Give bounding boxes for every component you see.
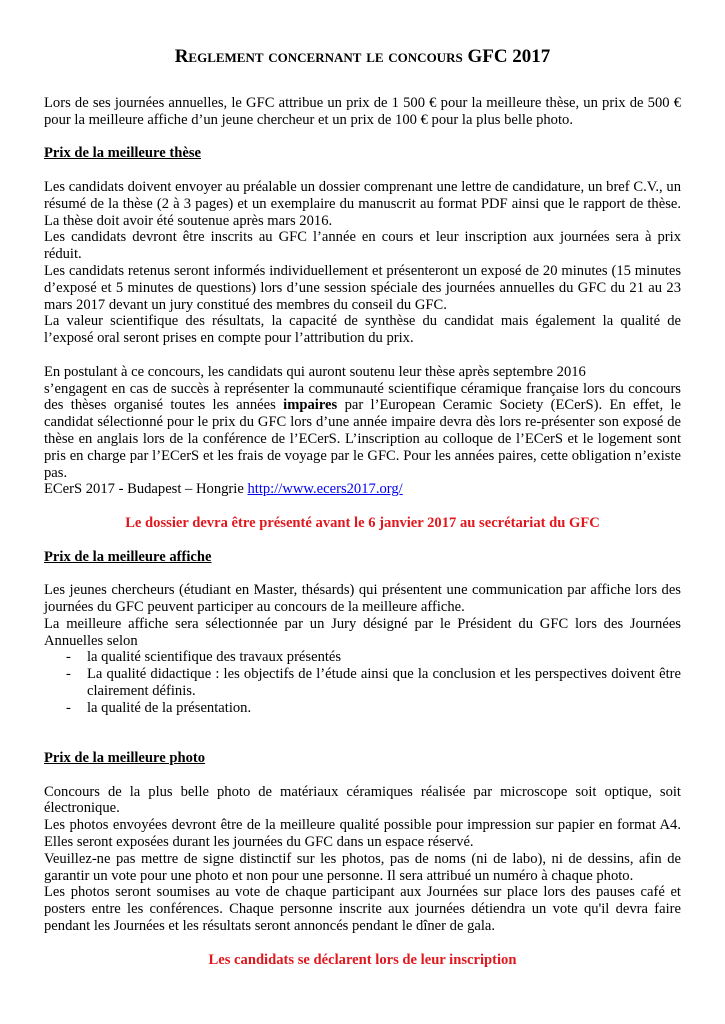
these-paragraph-3: Les candidats retenus seront informés individuellement et présenteront un exposé de 20 minutes (15 minutes d’exposé et 5 minutes de questions) lors d’une session spéciale des journées annuelles du GFC du 21 au 23 mars 2017 devant un jury constitué des membres du conseil du GFC. xyxy=(44,262,681,313)
section-heading-affiche: Prix de la meilleure affiche xyxy=(44,548,212,565)
document-page xyxy=(44,46,681,968)
title-part-2: GFC 2017 xyxy=(467,46,551,67)
these-paragraph-5-b: par l’European Ceramic Society (ECerS). En effet, le candidat sélectionné pour le prix du GFC lors d’une année impaire devra dès lors re-présenter son exposé de thèse en anglais lors de la conférence de l’ECerS. L’inscription au colloque de l’ECerS et le logement sont pris en charge par l’ECerS et les frais de voyage par le GFC. Pour les années paires, cette obligation n’existe pas. xyxy=(44,397,681,481)
these-paragraph-2: Les candidats devront être inscrits au GFC l’année en cours et leur inscription aux journées sera à prix réduit. xyxy=(44,229,681,263)
section-heading-these: Prix de la meilleure thèse xyxy=(44,145,201,162)
closing-notice: Les candidats se déclarent lors de leur inscription xyxy=(208,951,517,968)
list-item: - la qualité scientifique des travaux présentés xyxy=(66,649,681,666)
ecers-line xyxy=(44,481,681,498)
these-paragraph-5-line-1: En postulant à ce concours, les candidats qui auront soutenu leur thèse après septembre 2016 xyxy=(44,363,586,380)
intro-paragraph: Lors de ses journées annuelles, le GFC attribue un prix de 1 500 € pour la meilleure thèse, un prix de 500 € pour la meilleure affiche d’un jeune chercheur et un prix de 100 € pour la plus belle photo. xyxy=(44,95,681,128)
photo-paragraph-1: Concours de la plus belle photo de matériaux céramiques réalisée par microscope soit optique, soit électronique. xyxy=(44,783,681,817)
these-paragraph-5-bold: impaires xyxy=(283,397,338,414)
page-title xyxy=(44,46,681,68)
these-paragraph-5-a: s’engagent en cas de succès à représenter la communauté scientifique céramique française lors du concours des thèses organisé toutes les années xyxy=(44,380,681,414)
these-paragraph-1: Les candidats doivent envoyer au préalable un dossier comprenant une lettre de candidature, un bref C.V., un résumé de la thèse (2 à 3 pages) et un exemplaire du manuscrit au format PDF ainsi que le rapport de thèse. La thèse doit avoir été soutenue après mars 2016. xyxy=(44,178,681,229)
photo-paragraph-2: Les photos envoyées devront être de la meilleure qualité possible pour impression sur papier en format A4. Elles seront exposées durant les journées du GFC dans un espace réservé. xyxy=(44,817,681,851)
these-paragraph-5 xyxy=(44,381,681,482)
ecers-link[interactable]: http://www.ecers2017.org/ xyxy=(247,481,403,498)
these-paragraph-4: La valeur scientifique des résultats, la capacité de synthèse du candidat mais également la qualité de l’exposé oral seront prises en compte pour l’attribution du prix. xyxy=(44,313,681,347)
ecers-text: ECerS 2017 - Budapest – Hongrie xyxy=(44,481,248,498)
section-heading-photo: Prix de la meilleure photo xyxy=(44,750,206,767)
list-item: - La qualité didactique : les objectifs de l’étude ainsi que la conclusion et les perspectives doivent être clairement définis. xyxy=(66,666,681,700)
photo-paragraph-4: Les photos seront soumises au vote de chaque participant aux Journées sur place lors des pauses café et posters entre les conférences. Chaque personne inscrite aux journées détiendra un vote qu'il devra faire pendant les Journées et les résultats seront annoncés pendant le dîner de gala. xyxy=(44,884,681,935)
list-item: - la qualité de la présentation. xyxy=(66,700,681,717)
photo-paragraph-3: Veuillez-ne pas mettre de signe distinctif sur les photos, pas de noms (ni de labo), ni de dessins, afin de garantir un vote pour une photo et non pour une personne. Il sera attribué un numéro à chaque photo. xyxy=(44,850,681,884)
affiche-paragraph-1: Les jeunes chercheurs (étudiant en Master, thésards) qui présentent une communication par affiche lors des journées du GFC peuvent participer au concours de la meilleure affiche. xyxy=(44,582,681,615)
affiche-criteria-list xyxy=(44,649,681,716)
title-part-1: Reglement concernant le concours xyxy=(174,46,463,67)
these-deadline-notice: Le dossier devra être présenté avant le 6 janvier 2017 au secrétariat du GFC xyxy=(125,514,600,531)
affiche-paragraph-2: La meilleure affiche sera sélectionnée par un Jury désigné par le Président du GFC lors des Journées Annuelles selon xyxy=(44,615,681,649)
